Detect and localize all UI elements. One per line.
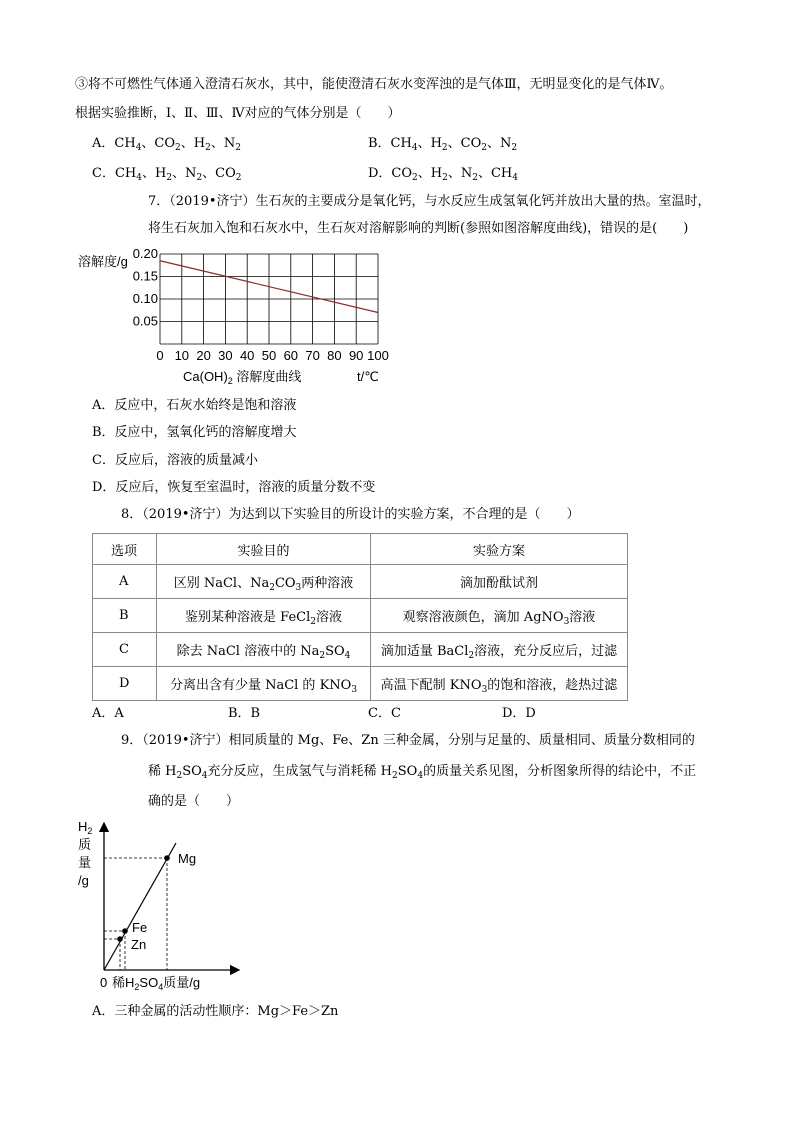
cell-purpose (157, 565, 371, 599)
q6-option-b[interactable] (368, 135, 517, 153)
cell-text: 溶液 (315, 610, 342, 625)
q6-a-s3: 2 (205, 143, 211, 153)
h2-ylabel-h: H (78, 819, 88, 834)
table-row (93, 633, 628, 667)
q7-option-d[interactable]: D．反应后，恢复至室温时，溶液的质量分数不变 (92, 480, 376, 495)
h2-x-sub1: 2 (134, 982, 140, 992)
table-header-row (93, 534, 628, 565)
y-tick-label: 0.15 (132, 268, 158, 284)
h2-ylabel-top (78, 819, 92, 836)
h2-ylabel-c3: /g (78, 873, 89, 888)
cell-sub: 2 (310, 617, 316, 627)
cell-sub: 2 (269, 583, 275, 593)
q7-option-c[interactable]: C．反应后，溶液的质量减小 (92, 453, 258, 468)
q6-c-s4: 2 (235, 173, 242, 183)
y-tick-label: 0.20 (132, 246, 158, 261)
h2-ylabel-c1: 质 (78, 837, 92, 852)
q8-stem: 8．（2019•济宁）为达到以下实验目的所设计的实验方案，不合理的是（ ） (121, 507, 580, 522)
cell-plan (371, 565, 628, 599)
q6-a-t2: 、CO (141, 136, 176, 151)
cell-sub: 2 (319, 651, 326, 661)
q9-stem-2 (148, 763, 696, 781)
cell-purpose (157, 667, 371, 701)
q6-a-s4: 2 (235, 143, 241, 153)
cell-sub: 3 (295, 583, 302, 593)
zn-point (117, 936, 123, 942)
h2-x-sub2: 4 (158, 982, 164, 992)
cell-sub: 4 (344, 651, 351, 661)
h2-x-post: 质量/g (163, 975, 201, 990)
q6-b-s4: 2 (511, 143, 518, 153)
q7-option-a[interactable]: A．反应中，石灰水始终是饱和溶液 (92, 398, 297, 413)
x-tick-label: 50 (261, 348, 277, 363)
h2-x-pre: 稀H (112, 975, 135, 990)
cell-sub: 3 (563, 617, 570, 627)
q6-infer: 根据实验推断，Ⅰ、Ⅱ、Ⅲ、Ⅳ对应的气体分别是（ ） (75, 106, 401, 121)
solubility-chart (74, 243, 404, 388)
cell-text: SO (325, 644, 345, 659)
q6-option-d[interactable] (368, 165, 518, 183)
mg-point (164, 855, 170, 861)
solubility-x-ticks (156, 348, 388, 363)
q9-t: 的质量关系见图，分析图象所得的结论中，不正 (423, 764, 697, 779)
h2-x-mid: SO (139, 975, 159, 990)
cell-text: CO (274, 576, 296, 591)
q6-d-t2: 、H (417, 166, 443, 181)
q7-option-b[interactable]: B．反应中，氢氧化钙的溶解度增大 (92, 425, 297, 440)
hydrogen-chart (74, 815, 254, 995)
q6-line3: ③将不可燃性气体通入澄清石灰水，其中，能使澄清石灰水变浑浊的是气体Ⅲ，无明显变化的是气体Ⅳ。 (75, 77, 673, 92)
solubility-title-main: Ca(OH) (183, 369, 228, 384)
q6-b-s1: 4 (411, 143, 418, 153)
mg-label: Mg (178, 851, 197, 866)
q9-t: 充分反应，生成氢气与消耗稀 H (207, 764, 393, 779)
q6-d-s1: 2 (412, 173, 418, 183)
h2-ylabel-sub: 2 (87, 826, 93, 836)
q6-c-s2: 2 (166, 173, 173, 183)
q9-t: SO (397, 764, 418, 779)
q9-stem-3: 确的是（ ） (148, 794, 240, 809)
fe-point (122, 928, 128, 934)
q9-t: SO (182, 764, 202, 779)
q6-b-t2: 、H (417, 136, 442, 151)
cell-text: 高温下配制 KNO (380, 678, 482, 693)
cell-text: 滴加酚酞试剂 (459, 576, 538, 591)
q8-answer-c[interactable]: C．C (368, 706, 401, 721)
q6-b-s2: 2 (441, 143, 448, 153)
q6-a-t3: 、H (180, 136, 206, 151)
cell-sub: 2 (468, 651, 475, 661)
q6-c-t3: 、N (172, 166, 197, 181)
cell-text: 除去 NaCl 溶液中的 Na (176, 644, 320, 659)
table-row (93, 599, 628, 633)
cell-purpose (157, 633, 371, 667)
q6-c-t1: C．CH (92, 166, 137, 181)
cell-text: 的饱和溶液，趁热过滤 (487, 678, 618, 693)
q7-stem-1: 7．（2019•济宁）生石灰的主要成分是氧化钙，与水反应生成氢氧化钙并放出大量的热。室温时， (148, 194, 711, 209)
solubility-title-rest: 溶解度曲线 (232, 369, 302, 384)
x-tick-label: 40 (239, 348, 255, 363)
q6-b-t3: 、CO (447, 136, 482, 151)
solubility-ylabel: 溶解度/g (78, 254, 128, 269)
cell-option: C (93, 633, 157, 667)
q6-d-t4: 、CH (477, 166, 513, 181)
y-tick-label: 0.10 (132, 291, 158, 306)
cell-option: D (93, 667, 157, 701)
h2-xlabel (112, 975, 200, 992)
x-tick-label: 70 (305, 348, 320, 363)
cell-text: 两种溶液 (301, 576, 354, 591)
cell-text: 鉴别某种溶液是 FeCl (185, 610, 311, 625)
q6-d-t3: 、N (447, 166, 473, 181)
q6-d-s2: 2 (442, 173, 448, 183)
th-purpose: 实验目的 (157, 534, 371, 565)
q8-answer-d[interactable]: D．D (502, 706, 536, 721)
q8-table (92, 533, 628, 701)
q8-answer-a[interactable]: A．A (92, 706, 124, 721)
cell-text: 滴加适量 BaCl (380, 644, 469, 659)
solubility-xlabel: t/℃ (357, 369, 379, 384)
q9-s: 2 (176, 771, 183, 781)
x-tick-label: 0 (156, 348, 164, 363)
solubility-grid (160, 254, 378, 344)
q6-b-s3: 2 (481, 143, 487, 153)
x-tick-label: 30 (218, 348, 233, 363)
q6-a-t4: 、N (210, 136, 236, 151)
cell-text: 观察溶液颜色，滴加 AgNO (402, 610, 564, 625)
h2-ylabel-c2: 量 (78, 855, 92, 870)
cell-plan (371, 633, 628, 667)
cell-plan (371, 667, 628, 701)
q9-s: 4 (417, 771, 424, 781)
x-tick-label: 100 (367, 348, 389, 363)
q6-a-s2: 2 (175, 143, 181, 153)
q6-c-t2: 、H (141, 166, 167, 181)
q6-c-t4: 、CO (202, 166, 236, 181)
fe-label: Fe (132, 920, 148, 935)
q9-stem-1: 9．（2019•济宁）相同质量的 Mg、Fe、Zn 三种金属，分别与足量的、质量相同、质量分数相同的 (121, 733, 695, 748)
cell-sub: 3 (351, 685, 358, 695)
cell-option: A (93, 565, 157, 599)
q6-d-s3: 2 (472, 173, 478, 183)
cell-option: B (93, 599, 157, 633)
q9-s: 2 (392, 771, 398, 781)
q6-option-a[interactable] (92, 135, 241, 153)
q6-d-s4: 4 (512, 173, 518, 183)
q6-a-t1: A．CH (92, 136, 136, 151)
q6-c-s1: 4 (136, 173, 142, 183)
cell-text: 区别 NaCl、Na (173, 576, 270, 591)
q6-a-s1: 4 (135, 143, 142, 153)
th-option: 选项 (93, 534, 157, 565)
solubility-title-sub: 2 (227, 376, 233, 386)
x-tick-label: 10 (174, 348, 190, 363)
y-tick-label: 0.05 (132, 313, 158, 329)
zn-label: Zn (131, 937, 147, 952)
cell-sub: 3 (481, 685, 488, 695)
q8-answer-b[interactable]: B．B (228, 706, 261, 721)
cell-plan (371, 599, 628, 633)
q6-option-c[interactable] (92, 165, 242, 183)
cell-text: 分离出含有少量 NaCl 的 KNO (169, 678, 352, 693)
solubility-title (183, 369, 301, 386)
cell-text: 溶液，充分反应后，过滤 (474, 644, 618, 659)
q7-stem-2: 将生石灰加入饱和石灰水中，生石灰对溶解影响的判断(参照如图溶解度曲线)，错误的是( ) (148, 221, 689, 236)
q9-s: 4 (201, 771, 208, 781)
table-row (93, 667, 628, 701)
x-tick-label: 90 (348, 348, 364, 363)
x-tick-label: 60 (283, 348, 299, 363)
table-row (93, 565, 628, 599)
x-tick-label: 20 (196, 348, 211, 363)
solubility-y-ticks (133, 246, 158, 329)
th-plan: 实验方案 (371, 534, 628, 565)
q9-t: 稀 H (148, 764, 177, 779)
cell-purpose (157, 599, 371, 633)
cell-text: 溶液 (569, 610, 596, 625)
x-tick-label: 80 (327, 348, 342, 363)
q9-option-a[interactable]: A．三种金属的活动性顺序：Mg＞Fe＞Zn (92, 1004, 339, 1019)
q6-b-t4: 、N (487, 136, 512, 151)
q6-d-t1: D．CO (368, 166, 413, 181)
h2-origin-label: 0 (100, 975, 108, 990)
q6-b-t1: B．CH (368, 136, 412, 151)
q6-c-s3: 2 (196, 173, 203, 183)
